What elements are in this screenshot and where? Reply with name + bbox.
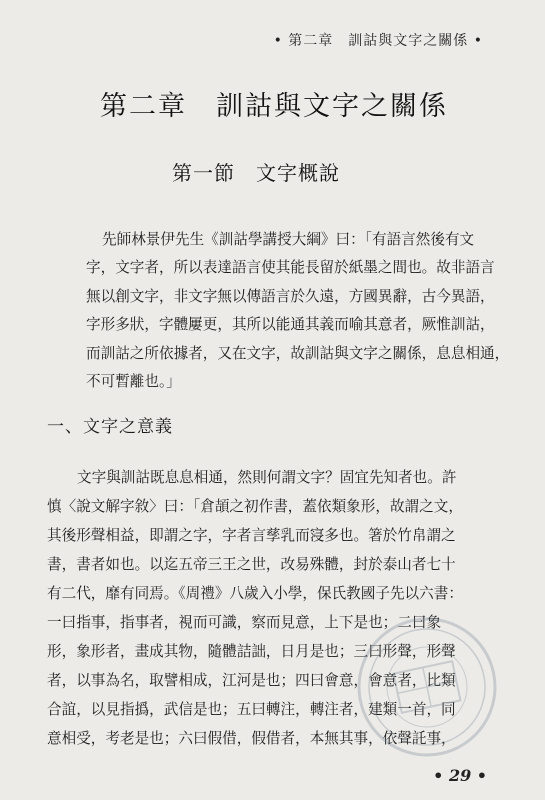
body-line: 其後形聲相益，即謂之字，字者言孳乳而寖多也。箸於竹帛謂之 — [47, 527, 456, 544]
body-paragraph — [47, 463, 493, 753]
quote-line: 無以創文字，非文字無以傳語言於久遠，方國異辭，古今異語， — [86, 287, 495, 305]
body-line: 有二代，靡有同焉。《周禮》八歲入小學，保氏教國子先以六書： — [47, 585, 463, 602]
quote-paragraph — [86, 226, 510, 396]
page-number: • 29 • — [433, 766, 487, 785]
body-line: 一曰指事，指事者，視而可識，察而見意，上下是也；二曰象 — [47, 614, 442, 631]
body-line: 合誼，以見指撝，武信是也；五曰轉注，轉注者，建類一首，同 — [47, 701, 456, 718]
body-line: 形，象形者，畫成其物，隨體詰詘，日月是也；三曰形聲，形聲 — [47, 643, 456, 660]
body-line: 者，以事為名，取譬相成，江河是也；四曰會意，會意者，比類 — [47, 672, 456, 689]
body-line: 意相受，考老是也；六曰假借，假借者，本無其事，依聲託事， — [47, 730, 456, 747]
quote-line: 字形多狀，字體屢更，其所以能通其義而喻其意者，厥惟訓詁， — [86, 316, 495, 334]
quote-line: 不可暫離也。」 — [86, 373, 181, 391]
body-line: 文字與訓詁既息息相通，然則何謂文字？固宜先知者也。許 — [77, 469, 457, 486]
quote-line: 先師林景伊先生《訓詁學講授大綱》曰：「有語言然後有文 — [102, 231, 475, 248]
quote-line: 而訓詁之所依據者，又在文字，故訓詁與文字之關係，息息相通， — [86, 344, 510, 362]
chapter-title: 第二章 訓詁與文字之關係 — [100, 91, 448, 122]
body-line: 慎〈說文解字敘〉曰：「倉頡之初作書，蓋依類象形，故謂之文， — [47, 498, 463, 515]
section-title: 第一節 文字概說 — [172, 161, 340, 185]
subsection-title: 一、文字之意義 — [47, 417, 173, 437]
running-header: • 第二章 訓詁與文字之關係 • — [273, 33, 483, 49]
body-line: 書，書者如也。以迄五帝三王之世，改易殊體，封於泰山者七十 — [47, 556, 456, 573]
quote-line: 字，文字者，所以表達語言使其能長留於紙墨之間也。故非語言 — [86, 259, 495, 277]
